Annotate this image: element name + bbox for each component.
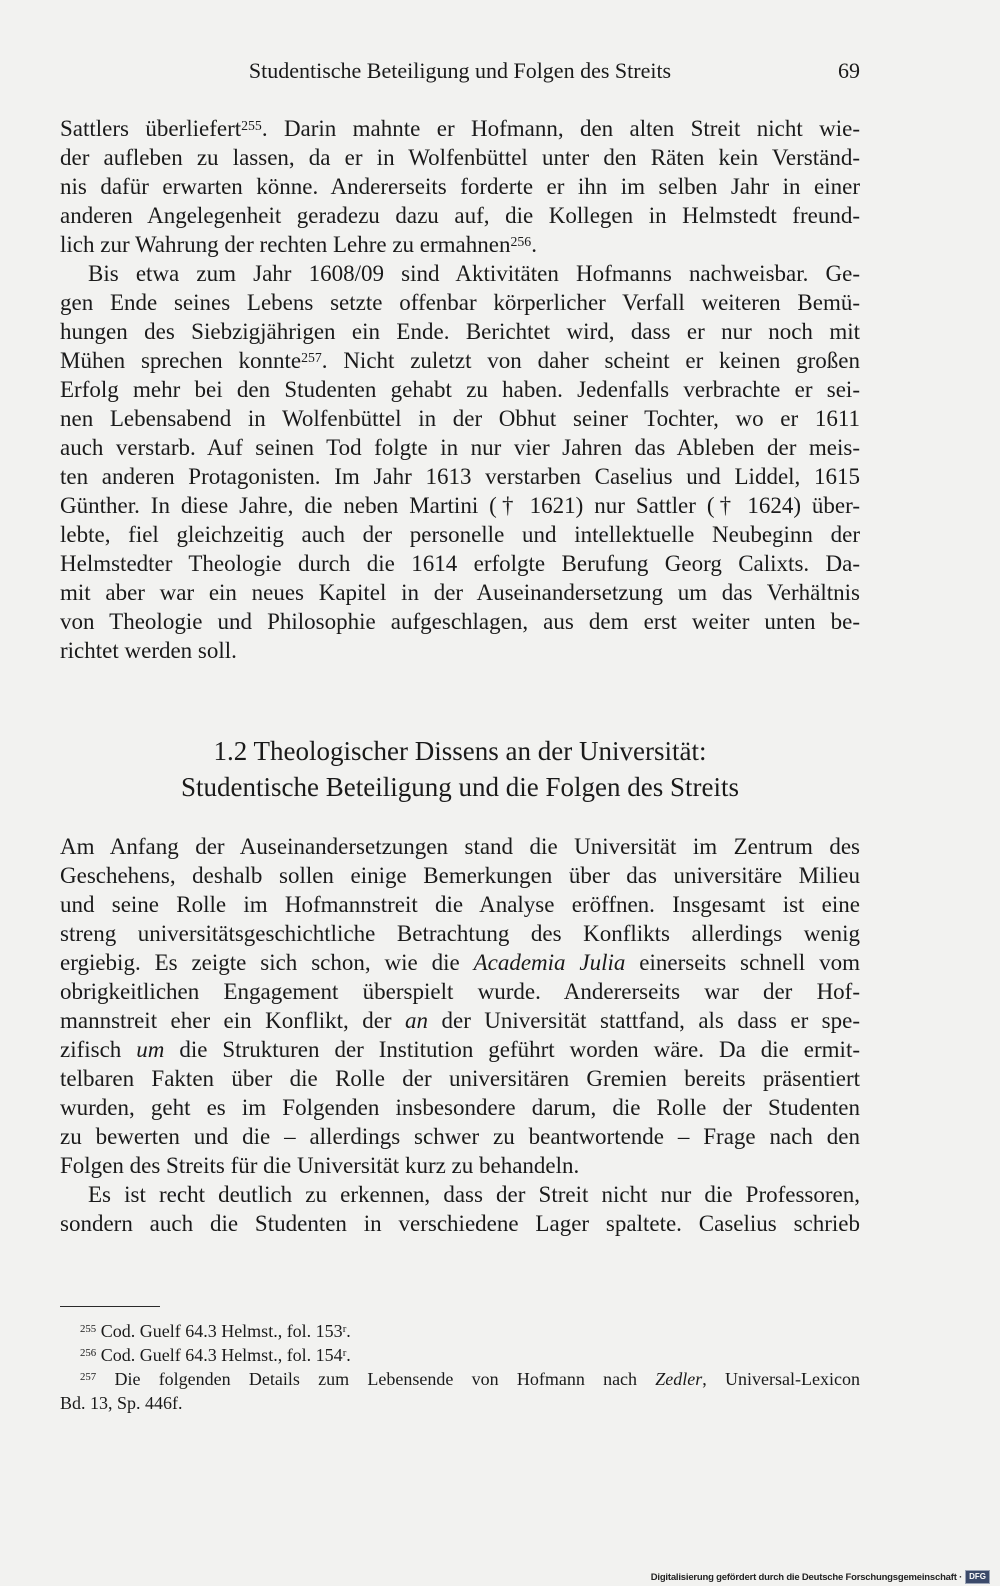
superscript-text: 257: [301, 349, 322, 365]
text-run: . Darin mahnte er Hofmann, den alten Streit nicht wie-: [261, 116, 860, 141]
text-run: streng universitätsgeschichtliche Betrachtung des Konflikts allerdings wenig: [60, 921, 860, 946]
text-line: [60, 404, 860, 433]
footnote: [60, 1343, 860, 1367]
text-line: [60, 1093, 860, 1122]
paragraph: [60, 1180, 860, 1238]
text-run: der Universität stattfand, als dass er spe-: [428, 1008, 861, 1033]
text-run: Am Anfang der Auseinandersetzungen stand die Universität im Zentrum des: [60, 834, 860, 859]
text-run: .: [346, 1321, 351, 1341]
text-run: lich zur Wahrung der rechten Lehre zu ermahnen: [60, 232, 511, 257]
text-line: [60, 636, 860, 665]
text-line: [60, 578, 860, 607]
text-run: , Universal-Lexicon: [702, 1369, 860, 1389]
text-run: zifisch: [60, 1037, 137, 1062]
paragraph: [60, 832, 860, 1180]
superscript-text: 256: [510, 233, 532, 249]
text-line: [60, 1180, 860, 1209]
superscript-text: 255: [241, 117, 262, 133]
text-line: [60, 977, 860, 1006]
section-heading: [60, 733, 860, 805]
text-run: sondern auch die Studenten in verschiedene Lager spaltete. Caselius schrieb: [60, 1211, 860, 1236]
text-run: Günther. In diese Jahre, die neben Martini († 1621) nur Sattler († 1624) über-: [60, 493, 860, 518]
section-heading-line-1: 1.2 Theologischer Dissens an der Universität:: [213, 736, 707, 766]
footnote: [60, 1367, 860, 1415]
text-line: [60, 1035, 860, 1064]
text-run: Folgen des Streits für die Universität kurz zu behandeln.: [60, 1153, 580, 1178]
text-run: wurden, geht es im Folgenden insbesondere darum, die Rolle der Studenten: [60, 1095, 860, 1120]
text-run: der aufleben zu lassen, da er in Wolfenbüttel unter den Räten kein Verständ-: [60, 145, 860, 170]
text-run: telbaren Fakten über die Rolle der universitären Gremien bereits präsentiert: [60, 1066, 860, 1091]
text-line: [60, 201, 860, 230]
footnote: [60, 1319, 860, 1343]
text-line: [60, 607, 860, 636]
text-line: [60, 549, 860, 578]
text-line: [60, 143, 860, 172]
body-text-before-heading: [60, 114, 860, 665]
text-line: [60, 1122, 860, 1151]
text-run: mit aber war ein neues Kapitel in der Auseinandersetzung um das Verhältnis: [60, 580, 860, 605]
text-run: gen Ende seines Lebens setzte offenbar körperlicher Verfall weiteren Bemü-: [60, 290, 860, 315]
text-line: [60, 1367, 860, 1391]
superscript-text: 257: [80, 1371, 97, 1384]
italic-text: Zedler: [655, 1369, 703, 1389]
credit-text: Digitalisierung gefördert durch die Deutsche Forschungsgemeinschaft ·: [650, 1571, 963, 1583]
text-run: hungen des Siebzigjährigen ein Ende. Berichtet wird, dass er nur noch mit: [60, 319, 860, 344]
text-line: [60, 1151, 860, 1180]
running-head-title: Studentische Beteiligung und Folgen des Streits: [248, 58, 672, 83]
text-run: zu bewerten und die – allerdings schwer zu beantwortende – Frage nach den: [60, 1124, 860, 1149]
page-number: 69: [838, 58, 860, 83]
superscript-text: r: [342, 1323, 347, 1336]
text-run: obrigkeitlichen Engagement überspielt wurde. Andererseits war der Hof-: [60, 979, 860, 1004]
text-run: ergiebig. Es zeigte sich schon, wie die: [60, 950, 474, 975]
dfg-logo: DFG: [965, 1570, 990, 1584]
text-line: [60, 948, 860, 977]
text-line: [60, 1006, 860, 1035]
text-line: [60, 491, 860, 520]
text-run: .: [346, 1345, 351, 1365]
text-line: [60, 288, 860, 317]
text-run: Helmstedter Theologie durch die 1614 erfolgte Berufung Georg Calixts. Da-: [60, 551, 860, 576]
text-run: Bis etwa zum Jahr 1608/09 sind Aktivitäten Hofmanns nachweisbar. Ge-: [88, 261, 860, 286]
text-line: [60, 172, 860, 201]
text-line: [60, 462, 860, 491]
text-run: Cod. Guelf 64.3 Helmst., fol. 153: [96, 1321, 343, 1341]
running-head: [60, 56, 860, 85]
text-run: Es ist recht deutlich zu erkennen, dass der Streit nicht nur die Professoren,: [88, 1182, 860, 1207]
text-run: Cod. Guelf 64.3 Helmst., fol. 154: [96, 1345, 343, 1365]
superscript-text: 255: [80, 1323, 97, 1336]
paragraph: [60, 259, 860, 665]
italic-text: um: [136, 1037, 165, 1062]
text-line: [60, 1209, 860, 1238]
text-run: und seine Rolle im Hofmannstreit die Analyse eröffnen. Insgesamt ist eine: [60, 892, 860, 917]
text-line: [60, 861, 860, 890]
text-run: lebte, fiel gleichzeitig auch der personelle und intellektuelle Neubeginn der: [60, 522, 860, 547]
text-line: [60, 317, 860, 346]
text-line: [60, 1064, 860, 1093]
text-line: [60, 114, 860, 143]
paragraph: [60, 114, 860, 259]
text-run: Die folgenden Details zum Lebensende von Hofmann nach: [96, 1369, 656, 1389]
text-line: [60, 1343, 860, 1367]
text-line: [60, 259, 860, 288]
italic-text: an: [405, 1008, 429, 1033]
footnote-separator: [60, 1306, 160, 1307]
text-run: Bd. 13, Sp. 446f.: [60, 1393, 183, 1413]
text-line: [60, 832, 860, 861]
footnotes: [60, 1319, 860, 1415]
text-line: [60, 346, 860, 375]
text-line: [60, 890, 860, 919]
italic-text: Academia Julia: [473, 950, 626, 975]
text-line: [60, 433, 860, 462]
text-run: Erfolg mehr bei den Studenten gehabt zu haben. Jedenfalls verbrachte er sei-: [60, 377, 860, 402]
text-run: ten anderen Protagonisten. Im Jahr 1613 verstarben Caselius und Liddel, 1615: [60, 464, 860, 489]
text-run: Geschehens, deshalb sollen einige Bemerkungen über das universitäre Milieu: [60, 863, 860, 888]
text-line: [60, 375, 860, 404]
text-run: auch verstarb. Auf seinen Tod folgte in nur vier Jahren das Ableben der meis-: [60, 435, 860, 460]
superscript-text: 256: [80, 1347, 97, 1360]
text-run: . Nicht zuletzt von daher scheint er keinen großen: [321, 348, 860, 373]
section-heading-line-2: Studentische Beteiligung und die Folgen des Streits: [181, 772, 739, 802]
text-line: [60, 919, 860, 948]
text-run: nis dafür erwarten könne. Andererseits forderte er ihn im selben Jahr in einer: [60, 174, 860, 199]
text-run: .: [531, 232, 537, 257]
superscript-text: r: [342, 1347, 347, 1360]
text-run: Mühen sprechen konnte: [60, 348, 302, 373]
digitization-credit: [651, 1570, 990, 1584]
text-line: [60, 520, 860, 549]
text-run: die Strukturen der Institution geführt worden wäre. Da die ermit-: [164, 1037, 860, 1062]
text-run: Sattlers überliefert: [60, 116, 242, 141]
text-run: mannstreit eher ein Konflikt, der: [60, 1008, 406, 1033]
text-line: [60, 1391, 860, 1415]
text-run: einerseits schnell vom: [625, 950, 860, 975]
text-line: [60, 1319, 860, 1343]
text-run: nen Lebensabend in Wolfenbüttel in der Obhut seiner Tochter, wo er 1611: [60, 406, 860, 431]
text-run: anderen Angelegenheit geradezu dazu auf, die Kollegen in Helmstedt freund-: [60, 203, 860, 228]
text-run: richtet werden soll.: [60, 638, 237, 663]
text-line: [60, 230, 860, 259]
body-text-after-heading: [60, 832, 860, 1238]
text-run: von Theologie und Philosophie aufgeschlagen, aus dem erst weiter unten be-: [60, 609, 860, 634]
